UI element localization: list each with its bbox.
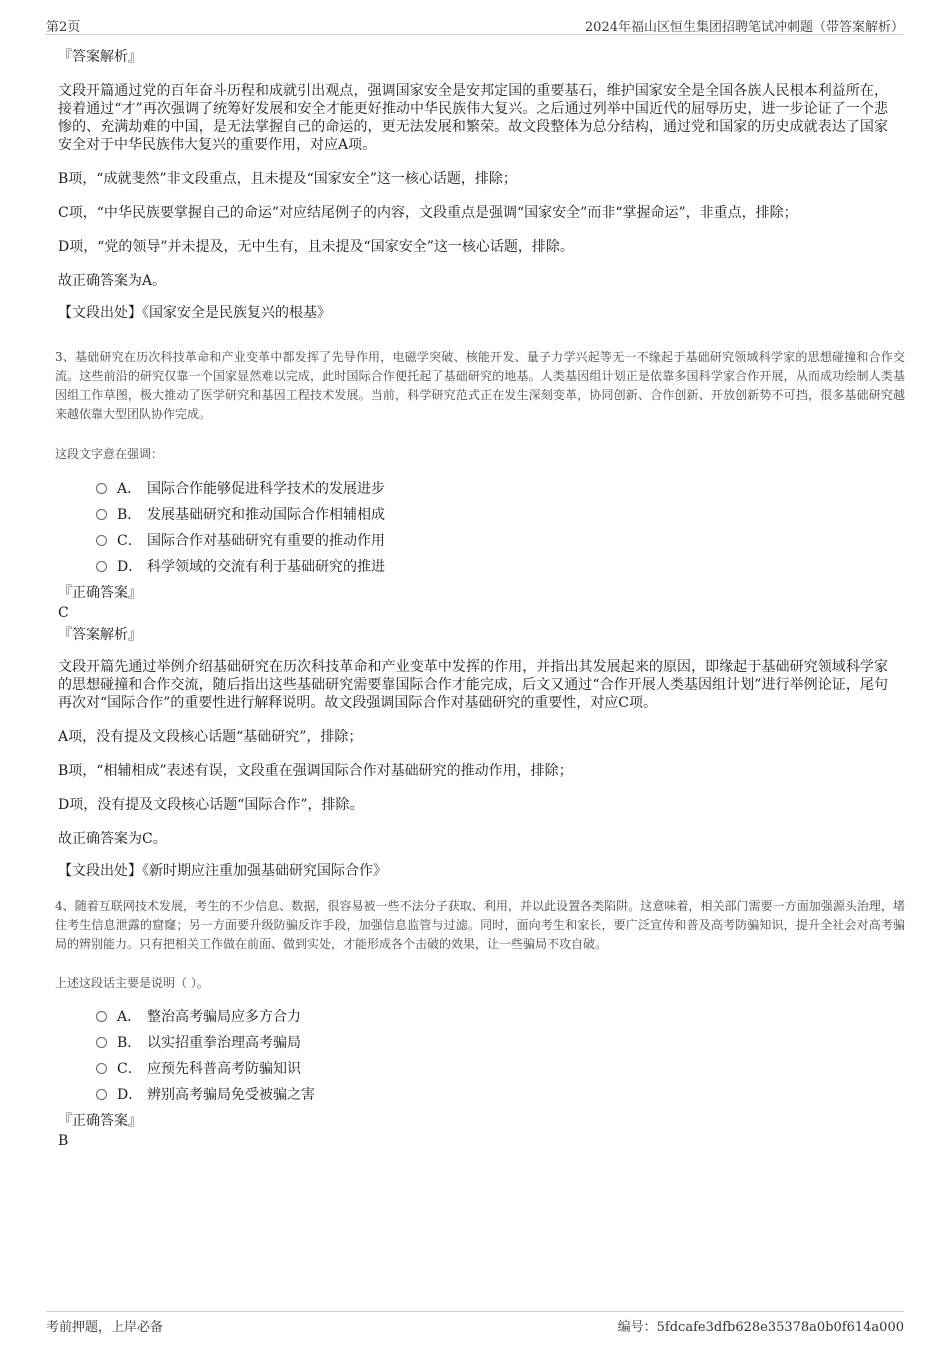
q4-option-b[interactable]: B． 以实招重拳治理高考骗局 <box>96 1034 301 1052</box>
q3-prompt: 这段文字意在强调： <box>55 447 164 461</box>
q3-conclusion: 故正确答案为C。 <box>58 831 167 847</box>
radio-icon[interactable] <box>96 1089 107 1100</box>
q2-option-b-analysis: B项，“成就斐然”非文段重点，且未提及“国家安全”这一核心话题，排除； <box>58 171 517 187</box>
footer-slogan: 考前押题，上岸必备 <box>46 1320 164 1335</box>
q2-source: 【文段出处】《国家安全是民族复兴的根基》 <box>58 305 331 321</box>
document-title: 2024年福山区恒生集团招聘笔试冲刺题（带答案解析） <box>584 20 904 35</box>
q2-analysis: 文段开篇通过党的百年奋斗历程和成就引出观点，强调国家安全是安邦定国的重要基石，维护国家安全是全国各族人民根本利益所在，接着通过“才”再次强调了统筹好发展和安全才能更好推动中华民族伟大复兴。之后通过列举中国近代的屈辱历史，进一步论证了一个悲惨的、充满劫难的中国，是无法掌握自己的命运的，更无法发展和繁荣。故文段整体为总分结构，通过党和国家的历史成就表达了国家安全对于中华民族伟大复兴的重要作用，对应A项。 <box>58 83 888 153</box>
document-id: 编号：5fdcafe3dfb628e35378a0b0f614a000 <box>617 1320 904 1335</box>
radio-icon[interactable] <box>96 1037 107 1048</box>
q3-option-c[interactable]: C． 国际合作对基础研究有重要的推动作用 <box>96 532 385 550</box>
q4-option-a[interactable]: A． 整治高考骗局应多方合力 <box>96 1008 301 1026</box>
q3-option-b[interactable]: B． 发展基础研究和推动国际合作相辅相成 <box>96 506 385 524</box>
radio-icon[interactable] <box>96 535 107 546</box>
radio-icon[interactable] <box>96 483 107 494</box>
page-header <box>46 14 904 35</box>
q2-option-d-analysis: D项，“党的领导”并未提及，无中生有，且未提及“国家安全”这一核心话题，排除。 <box>58 239 574 255</box>
radio-icon[interactable] <box>96 561 107 572</box>
q3-stem: 3、基础研究在历次科技革命和产业变革中都发挥了先导作用，电磁学突破、核能开发、量子力学兴起等无一不缘起于基础研究领域科学家的思想碰撞和合作交流。这些前沿的研究仅靠一个国家显然难以完成，此时国际合作便托起了基础研究的地基。人类基因组计划正是依靠多国科学家合作开展，从而成功绘制人类基因组工作草图，极大推动了医学研究和基因工程技术发展。当前，科学研究范式正在发生深刻变革，协同创新、合作创新、开放创新势不可挡，很多基础研究越来越依靠大型团队协作完成。 <box>55 350 905 421</box>
q4-answer: B <box>58 1133 69 1149</box>
q4-option-d[interactable]: D． 辨别高考骗局免受被骗之害 <box>96 1086 315 1104</box>
q3-option-a[interactable]: A． 国际合作能够促进科学技术的发展进步 <box>96 480 385 498</box>
q4-option-c[interactable]: C． 应预先科普高考防骗知识 <box>96 1060 301 1078</box>
q2-conclusion: 故正确答案为A。 <box>58 273 167 289</box>
q3-analysis: 文段开篇先通过举例介绍基础研究在历次科技革命和产业变革中发挥的作用，并指出其发展起来的原因，即缘起于基础研究领域科学家的思想碰撞和合作交流，随后指出这些基础研究需要靠国际合作才能完成，后文又通过“合作开展人类基因组计划”进行举例论证，尾句再次对“国际合作”的重要性进行解释说明。故文段强调国际合作对基础研究的重要性，对应C项。 <box>58 659 888 711</box>
q4-stem: 4、随着互联网技术发展，考生的不少信息、数据，很容易被一些不法分子获取、利用，并以此设置各类陷阱。这意味着，相关部门需要一方面加强源头治理，堵住考生信息泄露的窟窿；另一方面要升级防骗反诈手段，加强信息监管与过滤。同时，面向考生和家长，要广泛宣传和普及高考防骗知识，提升全社会对高考骗局的辨别能力。只有把相关工作做在前面、做到实处，才能形成各个击破的效果，让一些骗局不攻自破。 <box>55 899 905 951</box>
radio-icon[interactable] <box>96 1063 107 1074</box>
q3-answer-label: 『正确答案』 <box>58 585 142 601</box>
q2-analysis-label: 『答案解析』 <box>58 49 142 65</box>
q2-option-c-analysis: C项，“中华民族要掌握自己的命运”对应结尾例子的内容，文段重点是强调“国家安全”而非“掌握命运”，非重点，排除； <box>58 205 798 221</box>
q3-option-b-analysis: B项，“相辅相成”表述有误，文段重在强调国际合作对基础研究的推动作用，排除； <box>58 763 573 779</box>
page-footer <box>46 1311 904 1334</box>
page-number: 第2页 <box>46 20 81 35</box>
radio-icon[interactable] <box>96 1011 107 1022</box>
radio-icon[interactable] <box>96 509 107 520</box>
q4-prompt: 上述这段话主要是说明（ ）。 <box>55 976 209 990</box>
q3-option-a-analysis: A项，没有提及文段核心话题“基础研究”，排除； <box>58 729 363 745</box>
q4-answer-label: 『正确答案』 <box>58 1113 142 1129</box>
q3-source: 【文段出处】《新时期应注重加强基础研究国际合作》 <box>58 863 387 879</box>
q3-option-d[interactable]: D． 科学领域的交流有利于基础研究的推进 <box>96 558 385 576</box>
q3-answer: C <box>58 605 69 621</box>
q3-option-d-analysis: D项，没有提及文段核心话题“国际合作”，排除。 <box>58 797 364 813</box>
q3-analysis-label: 『答案解析』 <box>58 627 142 643</box>
